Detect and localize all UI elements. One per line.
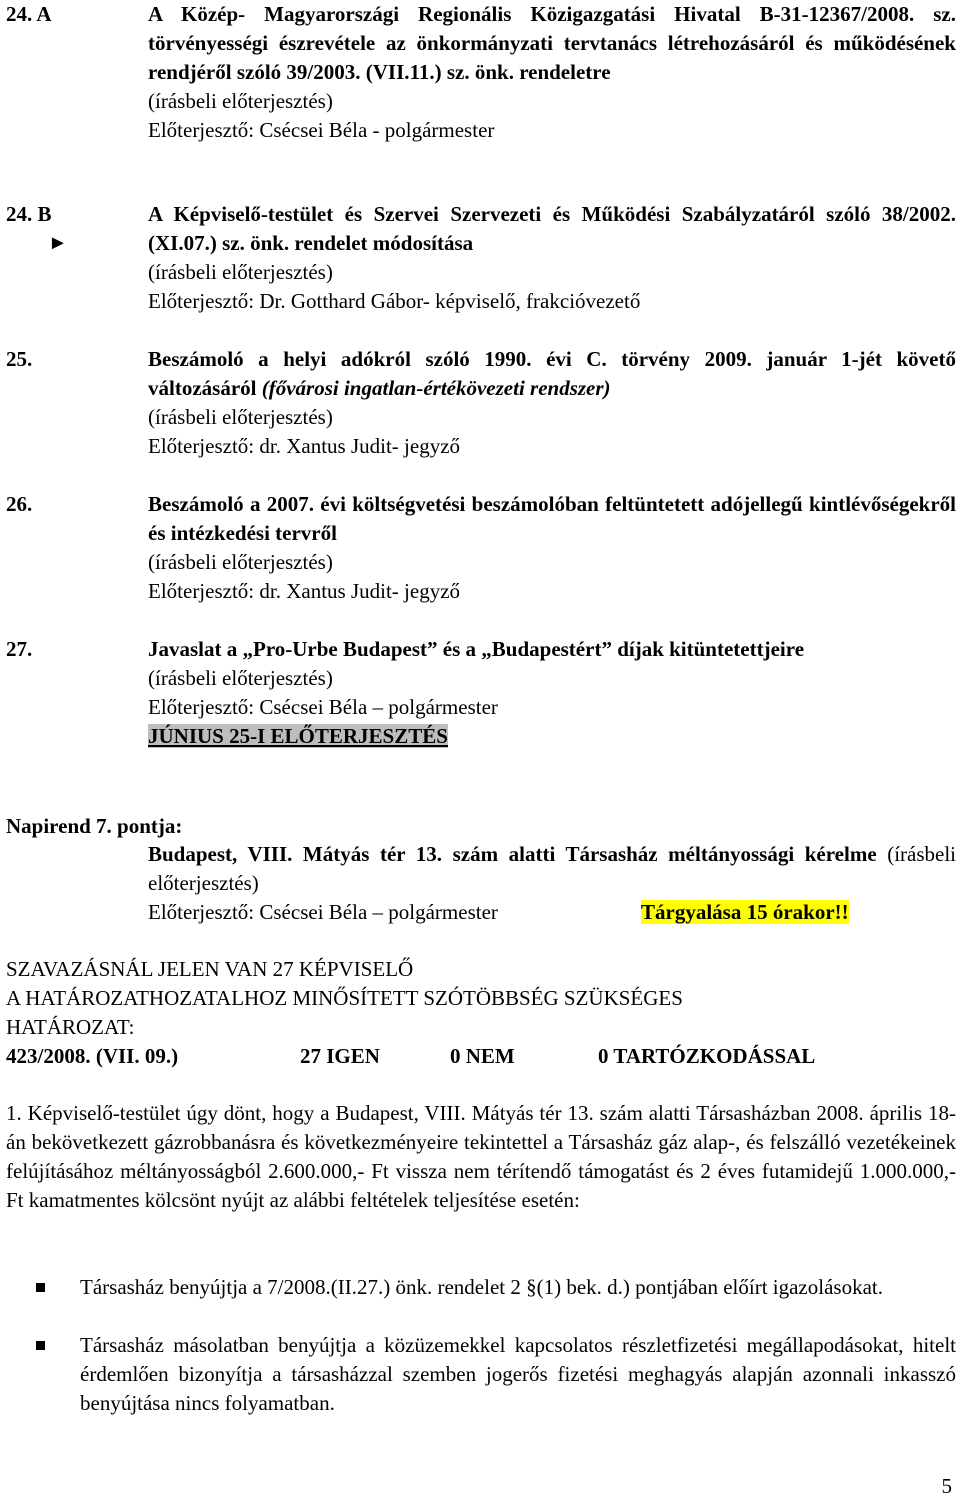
item-number: 25. <box>6 347 33 371</box>
item-presenter: Előterjesztő: dr. Xantus Judit- jegyző <box>148 434 461 458</box>
item-presenter: Előterjesztő: dr. Xantus Judit- jegyző <box>148 579 461 603</box>
item-number: 24. A <box>6 2 52 26</box>
napirend-presenter: Előterjesztő: Csécsei Béla – polgármester <box>148 900 498 924</box>
arrow-icon: ► <box>48 232 68 254</box>
item-title: Beszámoló a 2007. évi költségvetési beszámolóban feltüntetett adójellegű kintlévőségekről és intézkedési tervről <box>148 492 956 545</box>
vote-present: SZAVAZÁSNÁL JELEN VAN 27 KÉPVISELŐ <box>6 957 414 981</box>
item-title: Beszámoló a helyi adókról szóló 1990. évi C. törvény 2009. január 1-jét követő változásáról (fővárosi ingatlan-értékövezeti rendszer) <box>148 347 956 400</box>
list-item <box>6 1273 956 1302</box>
item-number: 24. B <box>6 202 52 226</box>
item-type: (írásbeli előterjesztés) <box>148 260 333 284</box>
item-title: Javaslat a „Pro-Urbe Budapest” és a „Budapestért” díjak kitüntetettjeire <box>148 637 805 661</box>
item-title: A Közép- Magyarországi Regionális Közigazgatási Hivatal B-31-12367/2008. sz. törvényességi észrevétele az önkormányzati tervtanács létrehozásáról és működésének rendjéről szóló 39/2003. (VII.11.) sz. önk. rendeletre <box>148 2 956 84</box>
item-title-italic: (fővárosi ingatlan-értékövezeti rendszer) <box>261 376 611 400</box>
napirend-label: Napirend 7. pontja: <box>6 814 183 838</box>
vote-no: 0 NEM <box>450 1044 515 1068</box>
vote-yes: 27 IGEN <box>300 1044 380 1068</box>
page-number: 5 <box>941 1474 952 1498</box>
item-presenter: Előterjesztő: Dr. Gotthard Gábor- képviselő, frakcióvezető <box>148 289 641 313</box>
decision-paragraph: 1. Képviselő-testület úgy dönt, hogy a Budapest, VIII. Mátyás tér 13. szám alatti Társasházban 2008. április 18-án bekövetkezett gázrobbanásra és következményeire tekintettel a Társasház gáz alap-, és felszálló vezetékeinek felújításához méltányosságból 2.600.000,- Ft vissza nem térítendő támogatást és 2 éves futamidejű 1.000.000,- Ft kamatmentes kölcsönt nyújt az alábbi feltételek teljesítése esetén: <box>6 1101 956 1212</box>
item-presenter: Előterjesztő: Csécsei Béla - polgármester <box>148 118 495 142</box>
item-type: (írásbeli előterjesztés) <box>148 550 333 574</box>
june-note: JÚNIUS 25-I ELŐTERJESZTÉS <box>148 724 448 748</box>
vote-majority: A HATÁROZATHOZATALHOZ MINŐSÍTETT SZÓTÖBBSÉG SZÜKSÉGES <box>6 986 683 1010</box>
vote-abstain: 0 TARTÓZKODÁSSAL <box>598 1044 816 1068</box>
resolution-label: HATÁROZAT: <box>6 1015 135 1039</box>
napirend-title: Budapest, VIII. Mátyás tér 13. szám alatti Társasház méltányossági kérelme (írásbeli előterjesztés) <box>148 842 957 895</box>
bullet-square-icon <box>36 1283 45 1292</box>
bullet-text: Társasház benyújtja a 7/2008.(II.27.) önk. rendelet 2 §(1) bek. d.) pontjában előírt igazolásokat. <box>80 1275 883 1299</box>
napirend-type: (írásbeli előterjesztés) <box>148 842 957 895</box>
item-number: 26. <box>6 492 33 516</box>
item-title: A Képviselő-testület és Szervei Szervezeti és Működési Szabályzatáról szóló 38/2002. (XI.07.) sz. önk. rendelet módosítása <box>148 202 956 255</box>
bullet-square-icon <box>36 1341 45 1350</box>
list-item <box>6 1331 956 1418</box>
bullet-text: Társasház másolatban benyújtja a közüzemekkel kapcsolatos részletfizetési megállapodásokat, hitelt érdemlően bizonyítja a társasházzal szemben jogerős fizetési meghagyás alapján azonnali inkasszó benyújtása nincs folyamatban. <box>80 1333 956 1415</box>
schedule-badge: Tárgyalása 15 órakor!! <box>641 900 849 924</box>
item-type: (írásbeli előterjesztés) <box>148 405 333 429</box>
item-number: 27. <box>6 637 33 661</box>
item-type: (írásbeli előterjesztés) <box>148 89 333 113</box>
item-type: (írásbeli előterjesztés) <box>148 666 333 690</box>
item-presenter: Előterjesztő: Csécsei Béla – polgármester <box>148 695 498 719</box>
resolution-number: 423/2008. (VII. 09.) <box>6 1044 179 1068</box>
